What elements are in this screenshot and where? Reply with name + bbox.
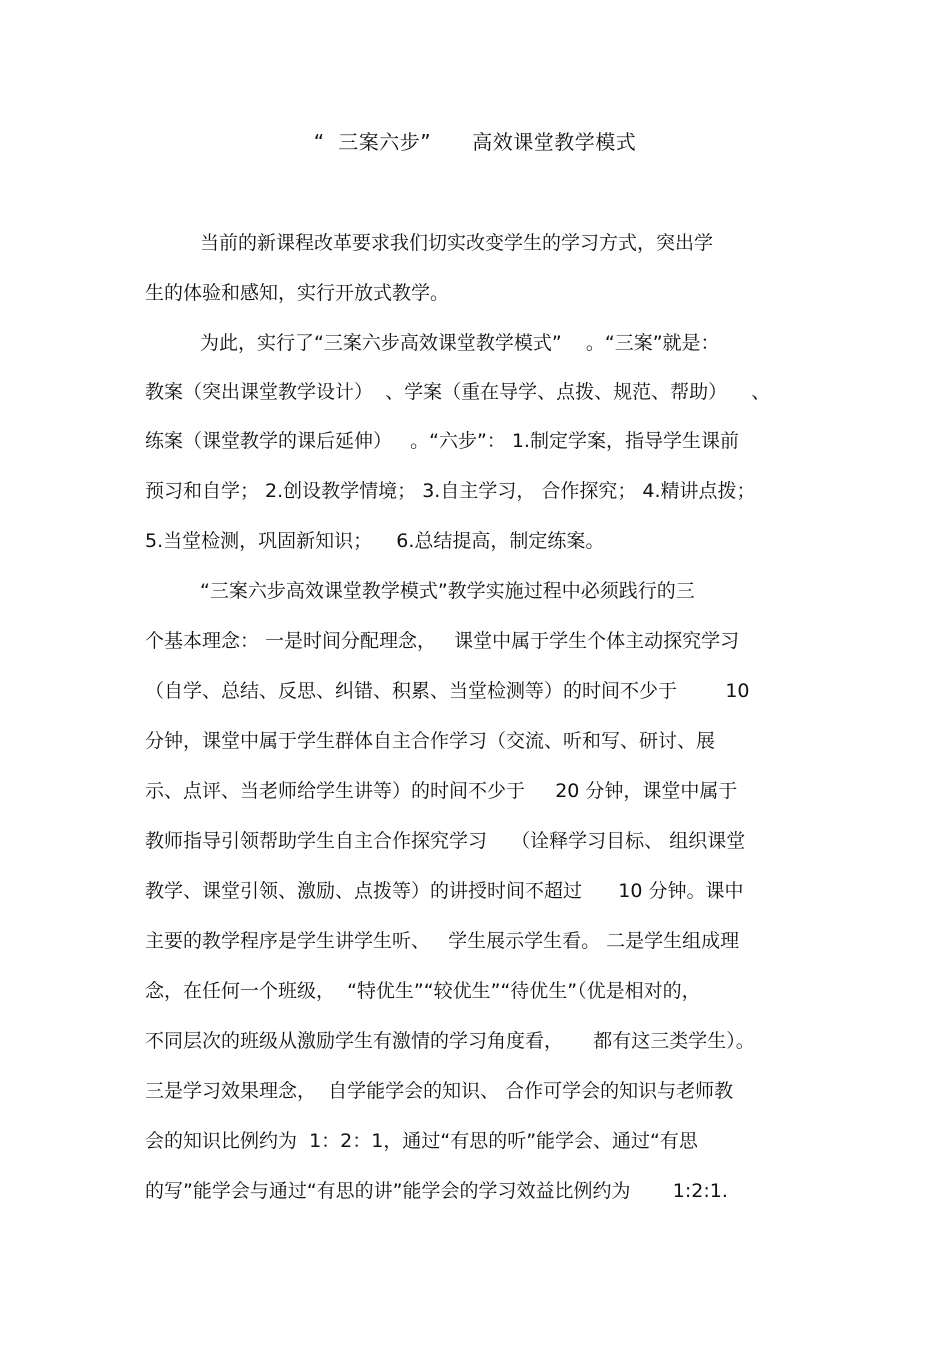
paragraph-line: 练案（课堂教学的课后延伸） 。“六步”： 1.制定学案，指导学生课前 <box>145 430 739 452</box>
paragraph-line: 会的知识比例约为 1：2：1，通过“有思的听”能学会、通过“有思 <box>145 1130 698 1152</box>
paragraph-line: 为此，实行了“三案六步高效课堂教学模式” 。“三案”就是： <box>200 332 720 354</box>
paragraph-line: 的写”能学会与通过“有思的讲”能学会的学习效益比例约为 1:2:1. <box>145 1180 728 1202</box>
paragraph-line: 主要的教学程序是学生讲学生听、 学生展示学生看。 二是学生组成理 <box>145 930 740 952</box>
paragraph-line: 生的体验和感知，实行开放式教学。 <box>145 282 450 304</box>
paragraph-line: 当前的新课程改革要求我们切实改变学生的学习方式，突出学 <box>200 232 714 254</box>
paragraph-line: 三是学习效果理念， 自学能学会的知识、 合作可学会的知识与老师教 <box>145 1080 734 1102</box>
paragraph-line: 念，在任何一个班级， “特优生”“较优生”“待优生”（优是相对的， <box>145 980 701 1002</box>
paragraph-line: 示、点评、当老师给学生讲等）的时间不少于 20 分钟，课堂中属于 <box>145 780 738 802</box>
document-title: “ 三案六步” 高效课堂教学模式 <box>313 130 637 154</box>
paragraph-line: 分钟，课堂中属于学生群体自主合作学习（交流、听和写、研讨、展 <box>145 730 716 752</box>
paragraph-line: 5.当堂检测，巩固新知识； 6.总结提高，制定练案。 <box>145 530 605 552</box>
paragraph-line: （自学、总结、反思、纠错、积累、当堂检测等）的时间不少于 10 <box>145 680 750 702</box>
paragraph-line: 不同层次的班级从激励学生有激情的学习角度看， 都有这三类学生）。 <box>145 1030 755 1052</box>
paragraph-line: 教学、课堂引领、激励、点拨等）的讲授时间不超过 10 分钟。课中 <box>145 880 744 902</box>
paragraph-line: 个基本理念： 一是时间分配理念， 课堂中属于学生个体主动探究学习 <box>145 630 740 652</box>
paragraph-line: 预习和自学； 2.创设教学情境； 3.自主学习， 合作探究； 4.精讲点拨； <box>145 480 756 502</box>
paragraph-line: “三案六步高效课堂教学模式”教学实施过程中必须践行的三 <box>200 580 695 602</box>
paragraph-line: 教案（突出课堂教学设计） 、学案（重在导学、点拨、规范、帮助） 、 <box>145 381 771 403</box>
paragraph-line: 教师指导引领帮助学生自主合作探究学习 （诠释学习目标、 组织课堂 <box>145 830 746 852</box>
